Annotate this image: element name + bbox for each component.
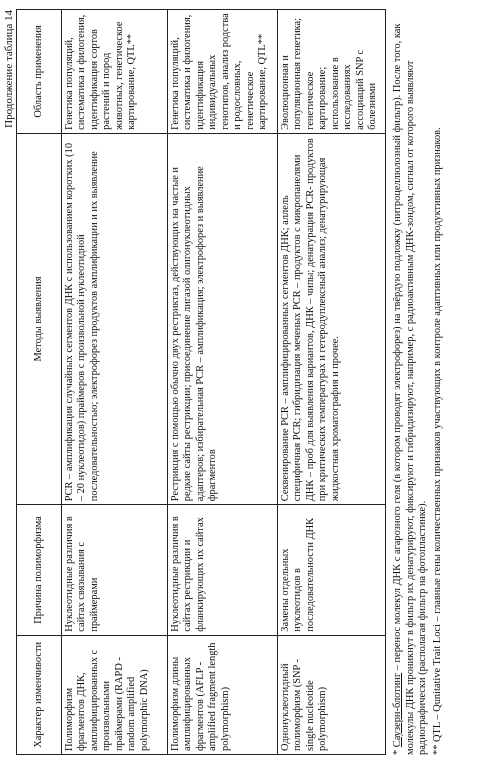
methods-table: [16, 9, 386, 755]
footnote-term: QTL: [432, 722, 444, 742]
cell-application: Генетика популяций, систематика и филогения, идентификация сортов растений и пород животных, генетическое картирование, QTL**: [62, 10, 168, 134]
cell-methods: PCR – амплификация случайных сегментов ДНК с использованием коротких (10 – 20 нуклеотидов) праймеров с произвольной нуклеотидной последовательностью; электрофорез продуктов амплификации и их выявление: [62, 133, 168, 504]
cell-cause: Нуклеотидные различия в сайтах рестрикции и фланкирующих их сайтах: [168, 505, 278, 636]
footnote-qtl: [432, 9, 445, 755]
footnotes: [392, 9, 447, 755]
cell-application: Эволюционная и популяционная генетика; генетическое картирование; использование в исследованиях ассоциаций SNP с болезнями: [278, 10, 386, 134]
footnote-text: – перенос молекул ДНК с агарозного геля (в котором проводят электрофорез) на твёрдую подложку (нитроцеллюлозный фильтр). После того, как молекулы ДНК проникнут в фильтр их денатурируют, фиксируют и гибридизируют, например, с радиоактивным ДНК-зондом, сигнал от которого выявляют радиографически (располагая фильтр на фотопластинке).: [392, 23, 429, 755]
header-methods: Методы выявления: [17, 133, 62, 504]
table-row: [168, 10, 278, 755]
cell-methods: Секвенирование PCR – амплифицированных сегментов ДНК; аллель специфичная PCR; гибридизация меченых PCR – продуктов с микропанелями ДНК – проб для выявления вариантов, ДНК – чипы; денатурация PCR- продуктов при критических температурах и гетеродуплексный анализ; денатурирующая жидкостная хроматография и прочее.: [278, 133, 386, 504]
table-caption: Продолжение таблица 14: [3, 10, 15, 128]
footnote-term: Саузерн-блотинг: [392, 672, 403, 748]
header-application: Область применения: [17, 10, 62, 134]
table-row: [278, 10, 386, 755]
cell-variability: Однонуклеотидный полиморфизм (SNP - single nucleotide polymorphism): [278, 635, 386, 754]
footnote-mark: **: [432, 742, 444, 755]
cell-variability: Полиморфизм фрагментов ДНК, амплифицированных с произвольными праймерами (RAPD - random amplified polymorphic DNA): [62, 635, 168, 754]
cell-cause: Нуклеотидные различия в сайтах связывания с праймерами: [62, 505, 168, 636]
header-variability: Характер изменчивости: [17, 635, 62, 754]
cell-application: Генетика популяций, систематика и филогения, идентификация индивидуальных генотипов, анализ родства и родословных, генетическое картирование, QTL**: [168, 10, 278, 134]
footnote-mark: *: [392, 747, 403, 755]
footnote-text: – Qunitative Trait Loci – главные гены количественных признаков участвующих в контроле адаптивных или продуктивных признаков.: [432, 127, 444, 723]
table-row: [62, 10, 168, 755]
cell-cause: Замены отдельных нуклеотидов в последовательности ДНК: [278, 505, 386, 636]
cell-variability: Полиморфизм длины амплифицированных фрагментов (AFLP - amplified fragment length polymorphism): [168, 635, 278, 754]
header-cause: Причина полиморфизма: [17, 505, 62, 636]
table-header-row: [17, 10, 62, 755]
footnote-southern-blot: [392, 9, 430, 755]
cell-methods: Рестрикция с помощью обычно двух рестриктаз, действующих на частые и редкие сайты рестрикции; присоединение лигазой олигонуклеотидных адаптеров; избирательная PCR – амплификация; электрофорез и выявление фрагментов: [168, 133, 278, 504]
